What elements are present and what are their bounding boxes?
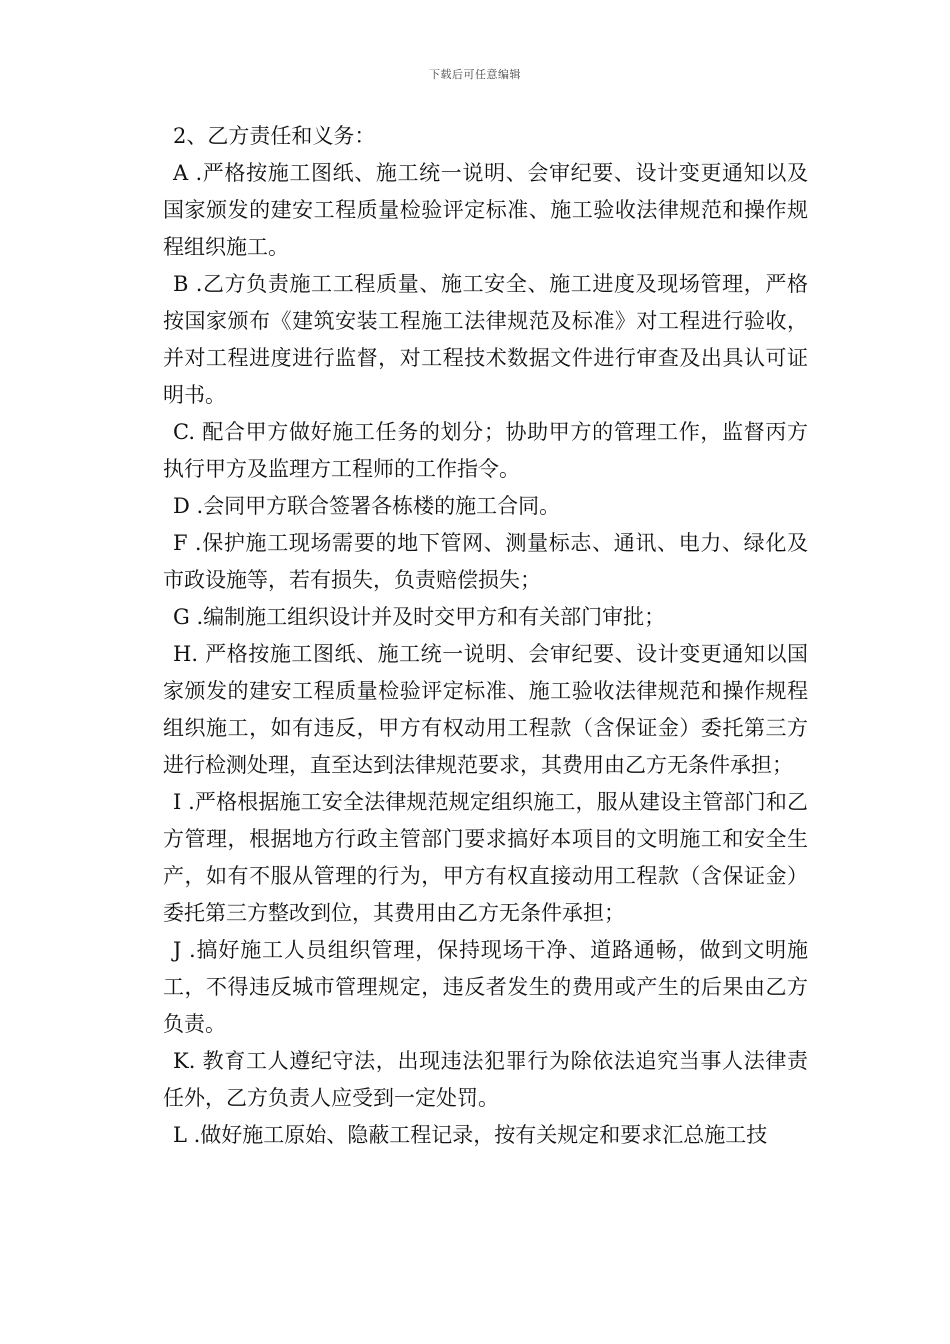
section-title: 2、乙方责任和义务： bbox=[173, 124, 376, 148]
paragraph-k: K. 教育工人遵纪守法，出现违法犯罪行为除依法追究当事人法律责任外，乙方负责人应受到一定处罚。 bbox=[163, 1049, 808, 1110]
paragraph-g: G .编制施工组织设计并及时交甲方和有关部门审批； bbox=[173, 605, 666, 629]
paragraph-a: A .严格按施工图纸、施工统一说明、会审纪要、设计变更通知以及国家颁发的建安工程质量检验评定标准、施工验收法律规范和操作规程组织施工。 bbox=[163, 161, 808, 259]
paragraph-i: I .严格根据施工安全法律规范规定组织施工，服从建设主管部门和乙方管理，根据地方行政主管部门要求搞好本项目的文明施工和安全生产，如有不服从管理的行为，甲方有权直接动用工程款（含保证金）委托第三方整改到位，其费用由乙方无条件承担； bbox=[163, 790, 808, 925]
paragraph-c: C. 配合甲方做好施工任务的划分；协助甲方的管理工作，监督丙方执行甲方及监理方工程师的工作指令。 bbox=[163, 420, 808, 481]
page-header: 下载后可任意编辑 bbox=[429, 68, 521, 81]
paragraph-l: L .做好施工原始、隐蔽工程记录，按有关规定和要求汇总施工技 bbox=[173, 1123, 768, 1147]
paragraph-h: H. 严格按施工图纸、施工统一说明、会审纪要、设计变更通知以国家颁发的建安工程质量检验评定标准、施工验收法律规范和操作规程组织施工，如有违反，甲方有权动用工程款（含保证金）委托第三方进行检测处理，直至达到法律规范要求，其费用由乙方无条件承担； bbox=[163, 642, 808, 777]
document-body bbox=[163, 118, 808, 1154]
paragraph-j: J .搞好施工人员组织管理，保持现场干净、道路通畅，做到文明施工，不得违反城市管理规定，违反者发生的费用或产生的后果由乙方负责。 bbox=[163, 938, 808, 1036]
paragraph-f: F .保护施工现场需要的地下管网、测量标志、通讯、电力、绿化及市政设施等，若有损失，负责赔偿损失； bbox=[163, 531, 808, 592]
paragraph-d: D .会同甲方联合签署各栋楼的施工合同。 bbox=[173, 494, 561, 518]
paragraph-b: B .乙方负责施工工程质量、施工安全、施工进度及现场管理，严格按国家颁布《建筑安装工程施工法律规范及标准》对工程进行验收，并对工程进度进行监督，对工程技术数据文件进行审查及出具认可证明书。 bbox=[163, 272, 808, 407]
